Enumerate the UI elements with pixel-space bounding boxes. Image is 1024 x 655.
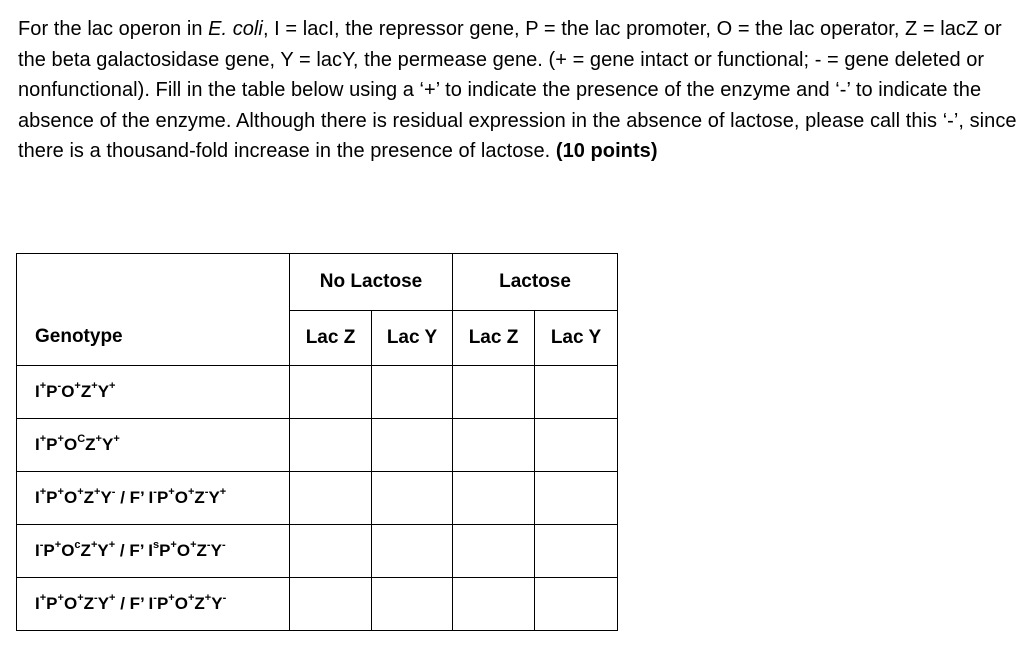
genotype-symbol: Z [80, 541, 91, 560]
genotype-symbol: P [156, 488, 169, 507]
allele-superscript: + [57, 433, 64, 446]
genotype-symbol: O [61, 541, 75, 560]
genotype-symbol: Z [83, 594, 95, 613]
allele-superscript: - [111, 486, 116, 499]
allele-superscript: - [153, 486, 157, 499]
allele-superscript: + [168, 486, 175, 499]
answer-cell-no-lactose-lac-y[interactable] [372, 525, 453, 578]
genotype-symbol: Z [194, 594, 205, 613]
genotype-cell [17, 578, 290, 631]
genotype-symbol: I [35, 382, 40, 401]
allele-superscript: + [90, 539, 98, 552]
genotype-symbol: I [35, 435, 40, 454]
answer-cell-no-lactose-lac-y[interactable] [372, 419, 453, 472]
table-row [17, 578, 618, 631]
genotype-symbol: I [35, 541, 40, 560]
genotype-symbol: Y [97, 541, 109, 560]
table-row [17, 472, 618, 525]
allele-superscript: - [153, 592, 157, 605]
answer-cell-lactose-lac-y[interactable] [535, 472, 618, 525]
answer-cell-lactose-lac-y[interactable] [535, 366, 618, 419]
genotype-symbol: Y [211, 594, 223, 613]
genotype-symbol: / F’ [115, 594, 149, 613]
column-header-lactose-lac-y: Lac Y [535, 311, 618, 366]
genotype-cell [17, 472, 290, 525]
genotype-symbol: O [61, 382, 75, 401]
answer-cell-lactose-lac-y[interactable] [535, 525, 618, 578]
answer-cell-no-lactose-lac-z[interactable] [290, 578, 372, 631]
genotype-symbol: Y [97, 382, 110, 401]
genotype-symbol: P [46, 488, 58, 507]
genotype-symbol: Y [100, 488, 112, 507]
allele-superscript: + [187, 592, 195, 605]
genotype-symbol: Y [208, 488, 220, 507]
answer-cell-no-lactose-lac-z[interactable] [290, 366, 372, 419]
answer-cell-no-lactose-lac-y[interactable] [372, 578, 453, 631]
answer-cell-no-lactose-lac-z[interactable] [290, 525, 372, 578]
genotype-symbol: P [43, 541, 55, 560]
allele-superscript: C [77, 433, 86, 446]
genotype-symbol: I [35, 594, 40, 613]
answer-cell-lactose-lac-z[interactable] [453, 578, 535, 631]
allele-superscript: + [94, 486, 101, 499]
question-prompt [18, 14, 1022, 167]
answer-cell-lactose-lac-z[interactable] [453, 472, 535, 525]
genotype-symbol: I [148, 541, 153, 560]
allele-superscript: - [206, 539, 211, 552]
genotype-symbol: / F’ [115, 541, 149, 560]
allele-superscript: - [204, 486, 209, 499]
allele-superscript: + [77, 592, 84, 605]
allele-superscript: + [190, 539, 197, 552]
allele-superscript: + [109, 592, 116, 605]
answer-cell-lactose-lac-y[interactable] [535, 578, 618, 631]
genotype-symbol: Z [80, 382, 92, 401]
answer-cell-lactose-lac-y[interactable] [535, 419, 618, 472]
prompt-organism: E. coli [208, 18, 263, 40]
answer-cell-no-lactose-lac-z[interactable] [290, 419, 372, 472]
genotype-symbol: P [156, 594, 169, 613]
genotype-header-cell [17, 254, 290, 366]
genotype-symbol: O [174, 594, 188, 613]
allele-superscript: + [39, 592, 47, 605]
column-header-lactose-lac-z: Lac Z [453, 311, 535, 366]
group-header-lactose: Lactose [453, 254, 618, 311]
allele-superscript: + [187, 486, 195, 499]
genotype-symbol: Z [83, 488, 95, 507]
allele-superscript: + [113, 433, 120, 446]
allele-superscript: + [39, 380, 47, 393]
allele-superscript: + [54, 539, 62, 552]
genotype-symbol: Z [196, 541, 207, 560]
allele-superscript: + [57, 592, 64, 605]
genotype-symbol: O [63, 488, 78, 507]
allele-superscript: + [168, 592, 175, 605]
allele-superscript: - [222, 592, 227, 605]
allele-superscript: + [39, 433, 47, 446]
prompt-points: (10 points) [555, 140, 658, 162]
allele-superscript: - [221, 539, 226, 552]
genotype-symbol: Z [194, 488, 205, 507]
genotype-symbol: Y [210, 541, 222, 560]
genotype-cell [17, 525, 290, 578]
genotype-symbol: I [148, 488, 154, 507]
genotype-symbol: P [46, 382, 58, 401]
allele-superscript: - [94, 592, 98, 605]
group-header-row [17, 254, 618, 311]
genotype-symbol: Z [85, 435, 96, 454]
answer-cell-lactose-lac-z[interactable] [453, 419, 535, 472]
prompt-text-intro: For the lac operon in [18, 18, 209, 40]
allele-superscript: s [152, 539, 160, 552]
answer-cell-no-lactose-lac-y[interactable] [372, 366, 453, 419]
genotype-symbol: P [46, 594, 58, 613]
genotype-symbol: P [159, 541, 171, 560]
genotype-symbol: O [174, 488, 188, 507]
allele-superscript: + [77, 486, 84, 499]
allele-superscript: + [109, 380, 116, 393]
genotype-cell [17, 419, 290, 472]
allele-superscript: + [108, 539, 116, 552]
column-header-no-lactose-lac-y: Lac Y [372, 311, 453, 366]
table-row [17, 366, 618, 419]
allele-superscript: + [95, 433, 102, 446]
answer-cell-lactose-lac-z[interactable] [453, 366, 535, 419]
allele-superscript: - [39, 539, 44, 552]
prompt-text-body: , I = lacI, the repressor gene, P = the lac promoter, O = the lac operator, Z = lacZ or the beta galactosidase gene, Y = lacY, the permease gene. (+ = gene intact or functional; - = gene deleted or nonfunctional). Fill in the table below using a ‘+’ to indicate the presence of the enzyme and ‘-’ to indicate the absence of the enzyme. Although there is residual expression in the absence of lactose, please call this ‘-’, since there is a thousand-fold increase in the presence of lactose. [18, 18, 1017, 162]
genotype-symbol: O [63, 594, 78, 613]
table-row [17, 525, 618, 578]
genotype-symbol: O [176, 541, 191, 560]
group-header-no-lactose: No Lactose [290, 254, 453, 311]
allele-superscript: + [170, 539, 177, 552]
genotype-table [16, 253, 618, 631]
allele-superscript: + [57, 486, 64, 499]
allele-superscript: - [57, 380, 62, 393]
allele-superscript: + [204, 592, 212, 605]
allele-superscript: + [219, 486, 227, 499]
answer-cell-no-lactose-lac-y[interactable] [372, 472, 453, 525]
genotype-header: Genotype [35, 326, 123, 347]
answer-cell-lactose-lac-z[interactable] [453, 525, 535, 578]
allele-superscript: + [39, 486, 47, 499]
answer-cell-no-lactose-lac-z[interactable] [290, 472, 372, 525]
genotype-symbol: I [35, 488, 40, 507]
genotype-cell [17, 366, 290, 419]
column-header-no-lactose-lac-z: Lac Z [290, 311, 372, 366]
genotype-symbol: / F’ [115, 488, 149, 507]
genotype-symbol: Y [101, 435, 114, 454]
allele-superscript: c [74, 539, 81, 552]
allele-superscript: + [91, 380, 98, 393]
table-row [17, 419, 618, 472]
allele-superscript: + [74, 380, 81, 393]
genotype-symbol: P [46, 435, 58, 454]
genotype-symbol: I [148, 594, 154, 613]
genotype-symbol: O [63, 435, 78, 454]
genotype-symbol: Y [97, 594, 110, 613]
